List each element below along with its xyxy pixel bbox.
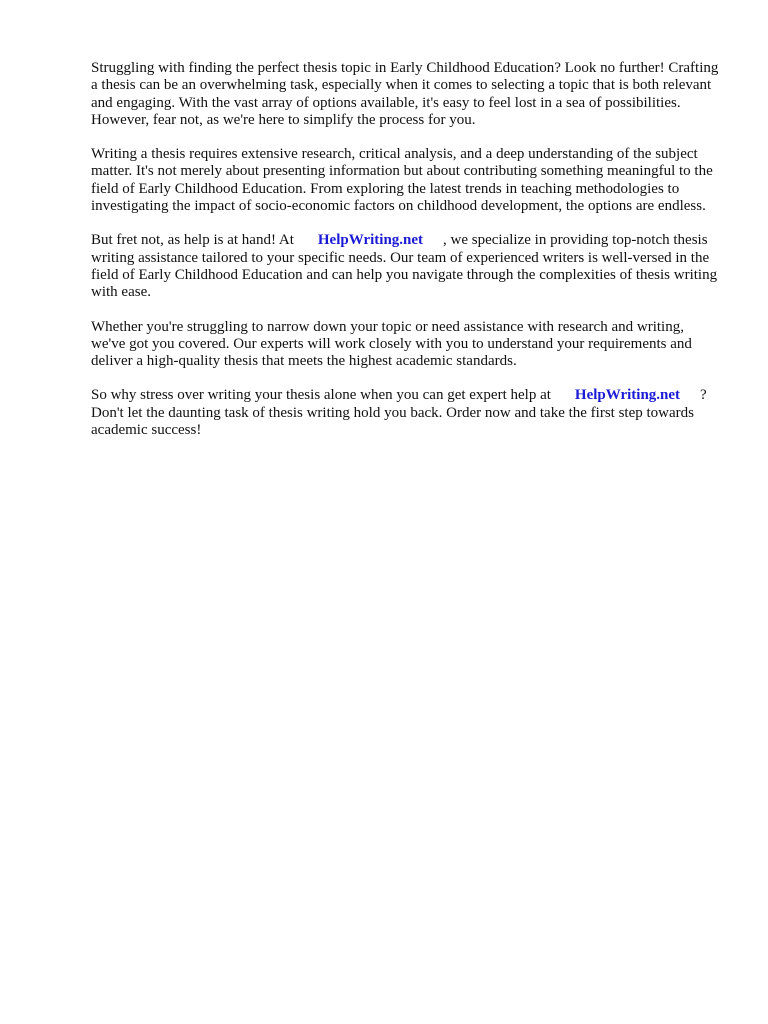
helpwriting-link-2[interactable]: HelpWriting.net bbox=[574, 387, 681, 404]
helpwriting-link[interactable]: HelpWriting.net bbox=[317, 232, 424, 249]
document-body bbox=[91, 60, 721, 456]
paragraph-experts: Whether you're struggling to narrow down your topic or need assistance with research and writing, we've got you covered. Our experts will work closely with you to understand your requirements and deliver a high-quality thesis that meets the highest academic standards. bbox=[91, 318, 692, 370]
paragraph-closing bbox=[91, 387, 721, 439]
paragraph-intro: Struggling with finding the perfect thesis topic in Early Childhood Education? Look no further! Crafting a thesis can be an overwhelming task, especially when it comes to selecting a topic that is both relevant and engaging. With the vast array of options available, it's easy to feel lost in a sea of possibilities. However, fear not, as we're here to simplify the process for you. bbox=[91, 60, 719, 128]
paragraph-help-rest: , we specialize in providing top-notch thesis writing assistance tailored to your specific needs. Our team of experienced writers is well-versed in the field of Early Childhood Education and can help you navigate through the complexities of thesis writing with ease. bbox=[91, 232, 718, 301]
paragraph-research: Writing a thesis requires extensive research, critical analysis, and a deep understanding of the subject matter. It's not merely about presenting information but about contributing something meaningful to the field of Early Childhood Education. From exploring the latest trends in teaching methodologies to investigating the impact of socio-economic factors on childhood development, the options are endless. bbox=[91, 146, 713, 215]
paragraph-help bbox=[91, 232, 721, 301]
paragraph-closing-lead: So why stress over writing your thesis alone when you can get expert help at bbox=[91, 387, 551, 404]
paragraph-help-lead: But fret not, as help is at hand! At bbox=[91, 232, 294, 249]
paragraph-closing-rest: ? Don't let the daunting task of thesis writing hold you back. Order now and take the first step towards academic success! bbox=[91, 387, 707, 439]
